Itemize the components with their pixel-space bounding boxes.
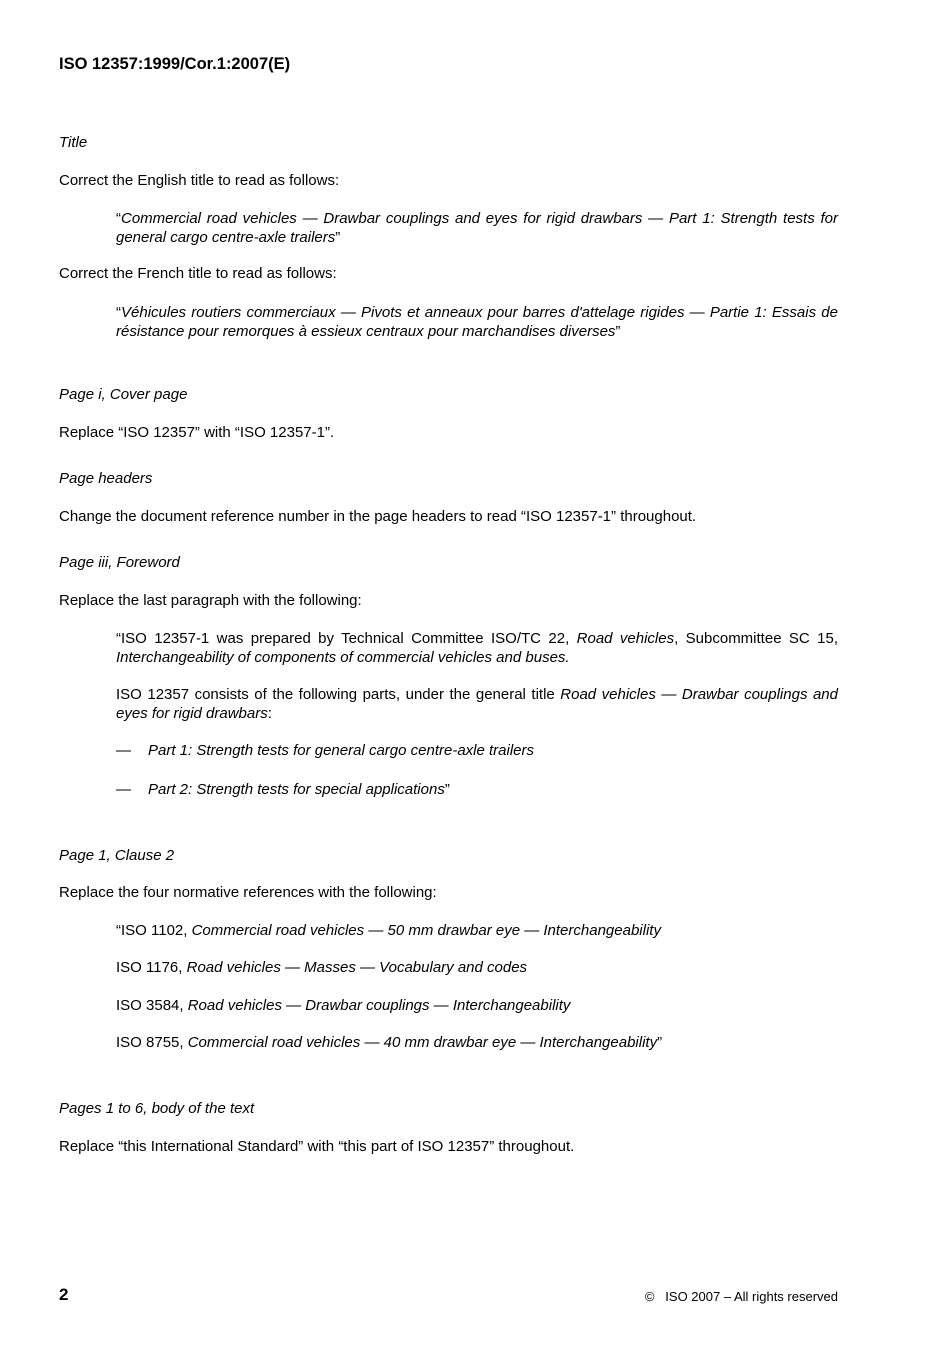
reference-title: Road vehicles — Drawbar couplings — Interchangeability	[187, 997, 571, 1014]
list-item-part-1	[116, 742, 534, 759]
foreword-p2-text: ISO 12357 consists of the following parts, under the general title	[116, 686, 561, 703]
close-quote: ”	[615, 323, 621, 340]
section-heading-foreword: Page iii, Foreword	[59, 554, 180, 571]
dash-bullet: —	[116, 781, 131, 798]
copyright-notice: © ISO 2007 – All rights reserved	[644, 1289, 838, 1304]
foreword-p1-text: “ISO 12357-1 was prepared by Technical Committee ISO/TC 22,	[116, 630, 577, 647]
french-title-text: Véhicules routiers commerciaux — Pivots et anneaux pour barres d'attelage rigides — Partie 1: Essais de résistance pour remorques à essieux centraux pour marchandises diverses	[116, 304, 838, 340]
english-title-quote	[116, 209, 838, 247]
body-instruction: Replace “this International Standard” with “this part of ISO 12357” throughout.	[59, 1138, 575, 1155]
reference-title: Commercial road vehicles — 40 mm drawbar eye — Interchangeability	[187, 1034, 658, 1051]
foreword-p2-general-title: Road vehicles — Drawbar couplings and eyes for rigid drawbars	[116, 686, 838, 722]
french-title-intro: Correct the French title to read as follows:	[59, 265, 337, 282]
document-reference: ISO 12357:1999/Cor.1:2007(E)	[59, 55, 291, 73]
dash-bullet: —	[116, 742, 131, 759]
english-title-intro: Correct the English title to read as follows:	[59, 172, 340, 189]
reference-number: ISO 3584,	[116, 997, 188, 1014]
list-item-part-2	[116, 781, 450, 798]
normative-reference	[116, 997, 570, 1014]
reference-number: “ISO 1102,	[116, 922, 192, 939]
section-heading-cover: Page i, Cover page	[59, 386, 188, 403]
foreword-p1-subcommittee: , Subcommittee SC 15,	[674, 630, 839, 647]
reference-number: ISO 8755,	[116, 1034, 188, 1051]
cover-instruction: Replace “ISO 12357” with “ISO 12357-1”.	[59, 424, 335, 441]
open-quote: “	[116, 210, 121, 227]
close-quote: ”	[335, 229, 341, 246]
foreword-paragraph-2	[116, 685, 838, 723]
english-title-text: Commercial road vehicles — Drawbar couplings and eyes for rigid drawbars — Part 1: Strength tests for general cargo centre-axle trailers	[116, 210, 838, 246]
reference-title: Commercial road vehicles — 50 mm drawbar eye — Interchangeability	[191, 922, 661, 939]
foreword-p2-colon: :	[267, 705, 272, 722]
page-number: 2	[59, 1285, 69, 1304]
foreword-paragraph-1	[116, 629, 838, 667]
french-title-quote	[116, 303, 838, 341]
part-2-title: Part 2: Strength tests for special applications	[148, 781, 445, 798]
section-heading-page-headers: Page headers	[59, 470, 153, 487]
normative-reference	[116, 1034, 662, 1051]
normative-reference	[116, 959, 527, 976]
section-heading-body: Pages 1 to 6, body of the text	[59, 1100, 255, 1117]
close-quote: ”	[444, 781, 450, 798]
open-quote: “	[116, 304, 121, 321]
foreword-p1-road-vehicles: Road vehicles	[576, 630, 675, 647]
reference-title: Road vehicles — Masses — Vocabulary and codes	[186, 959, 528, 976]
clause-2-intro: Replace the four normative references with the following:	[59, 884, 437, 901]
foreword-intro: Replace the last paragraph with the following:	[59, 592, 362, 609]
page-headers-instruction: Change the document reference number in the page headers to read “ISO 12357-1” throughout.	[59, 508, 697, 525]
reference-number: ISO 1176,	[116, 959, 187, 976]
foreword-p1-subcommittee-title: Interchangeability of components of commercial vehicles and buses.	[116, 649, 570, 666]
reference-tail: ”	[657, 1034, 663, 1051]
part-1-title: Part 1: Strength tests for general cargo centre-axle trailers	[148, 742, 535, 759]
section-heading-clause-2: Page 1, Clause 2	[59, 847, 175, 864]
section-heading-title: Title	[59, 134, 88, 151]
normative-reference	[116, 922, 661, 939]
